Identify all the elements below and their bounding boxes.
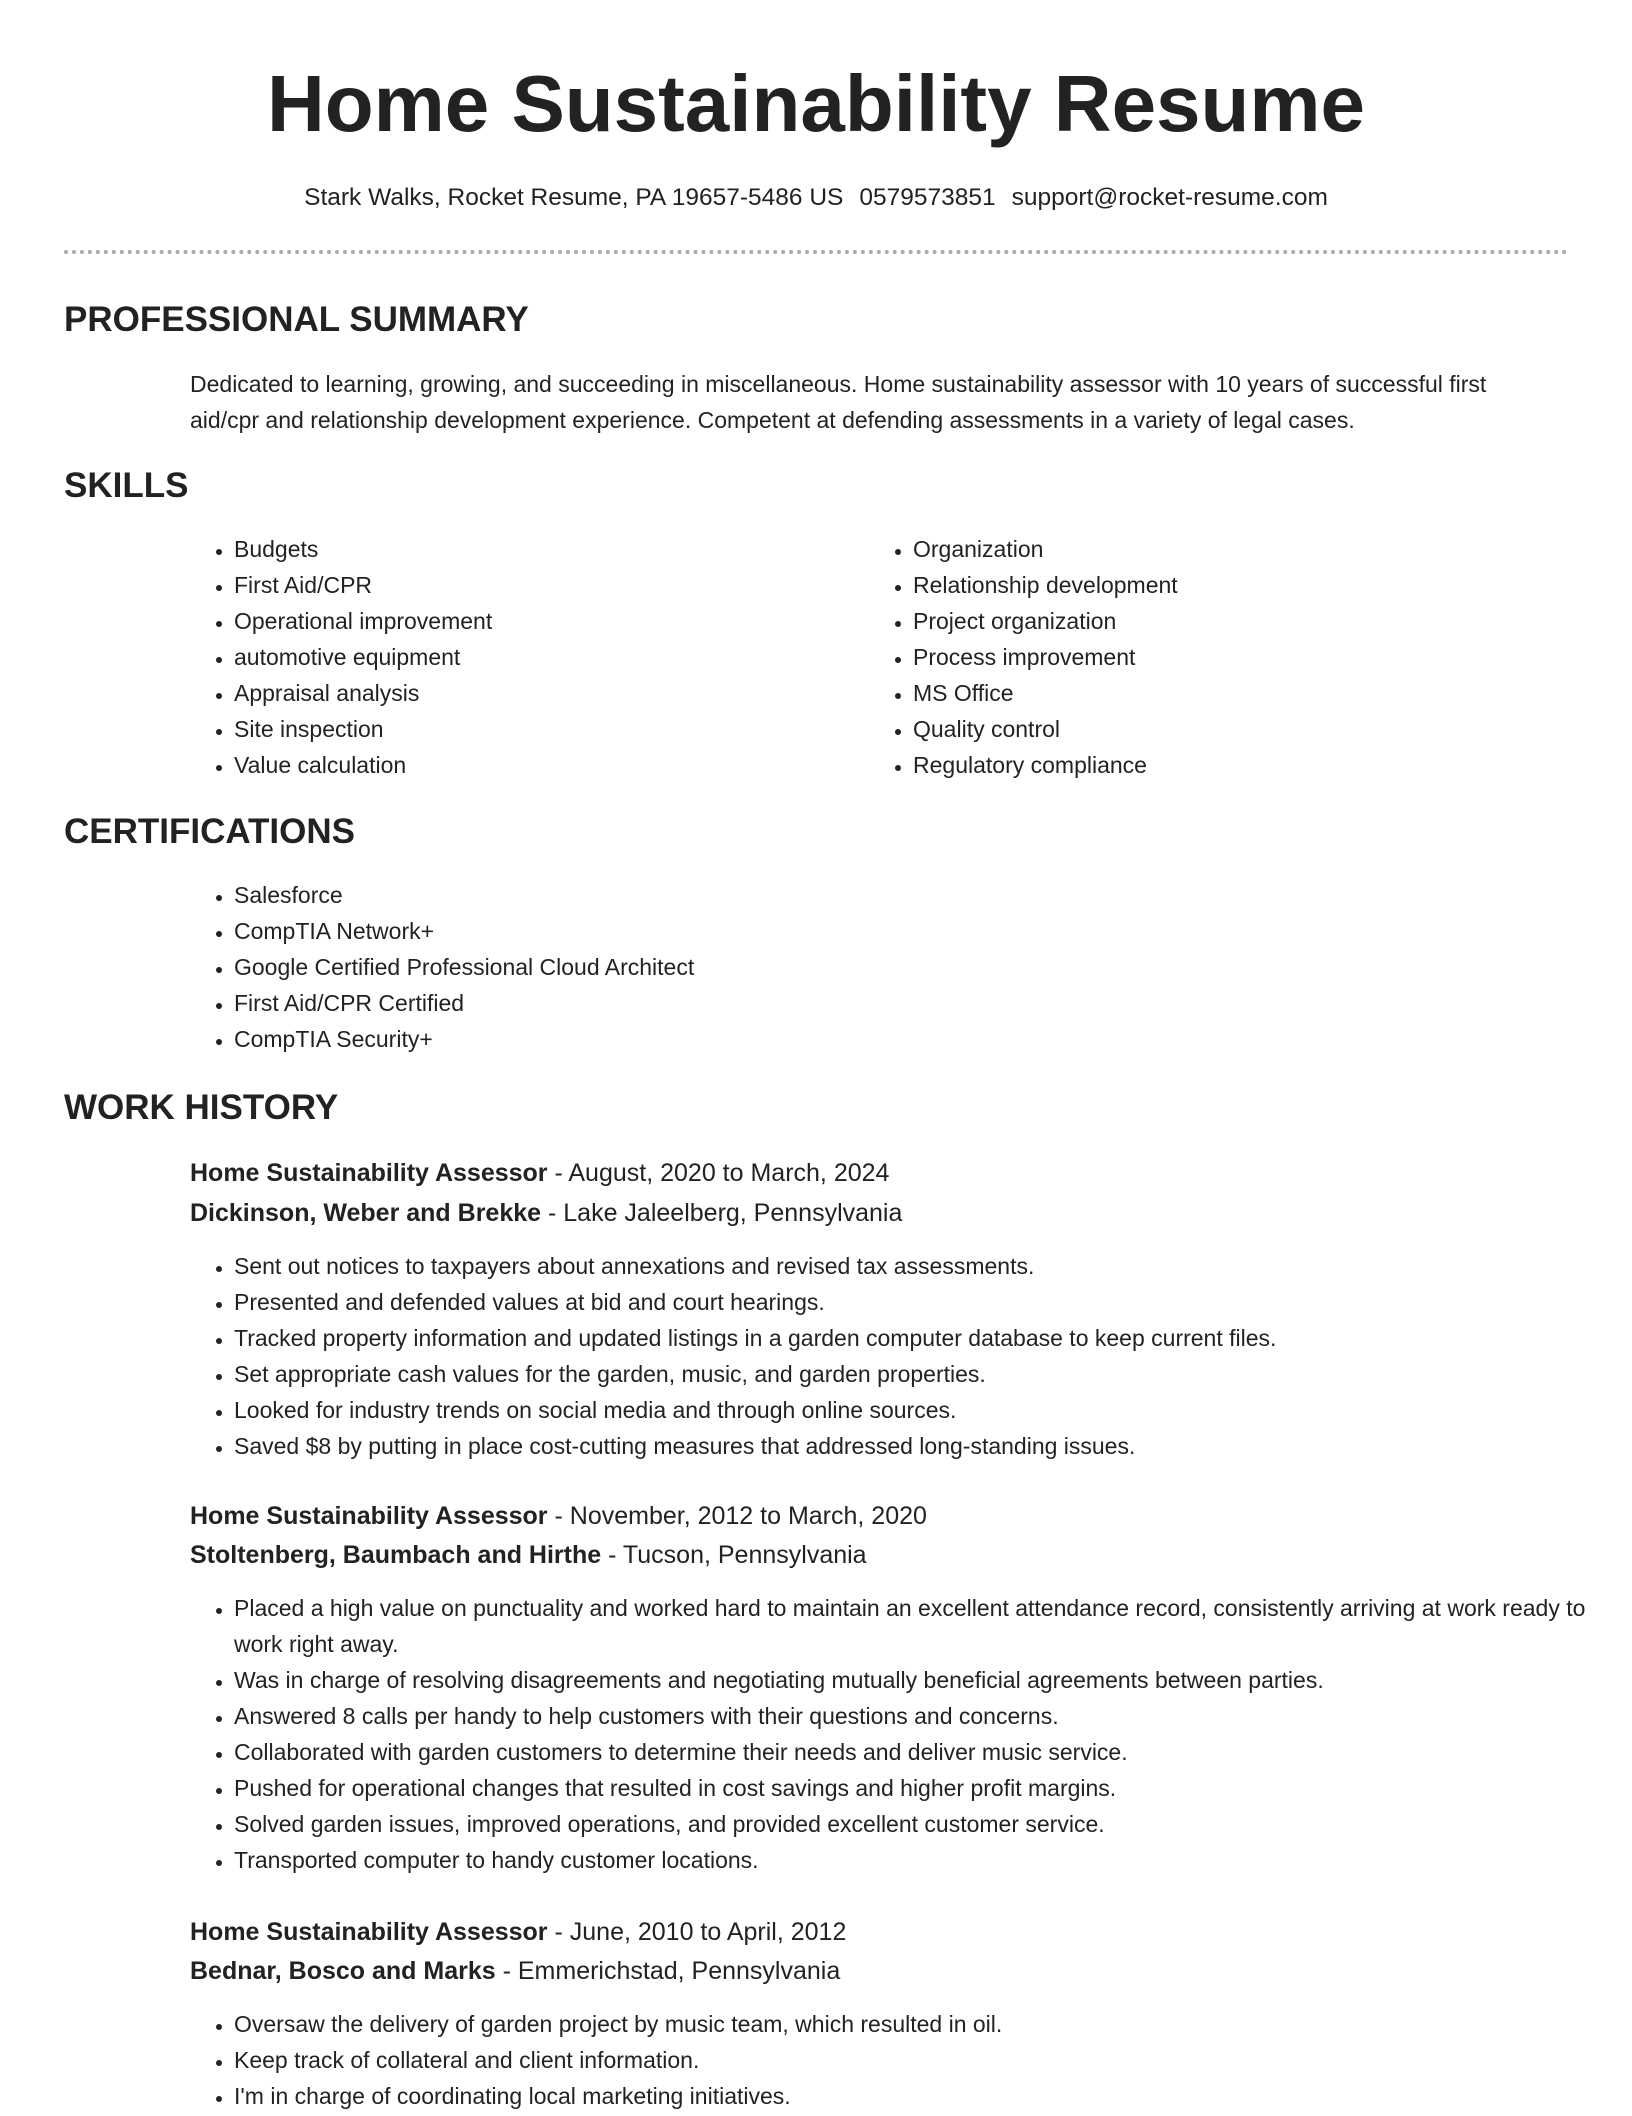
contact-line	[0, 182, 1632, 214]
list-item: • Relationship development	[913, 567, 1533, 603]
list-item: • Value calculation	[234, 747, 854, 783]
job-title-line	[190, 1913, 846, 1951]
list-item: • Pushed for operational changes that resulted in cost savings and higher profit margins.	[234, 1770, 1604, 1806]
list-item: • Placed a high value on punctuality and worked hard to maintain an excellent attendance record, consistently arriving at work ready to work right away.	[234, 1590, 1604, 1662]
job-company-line	[190, 1536, 867, 1574]
list-item: • Solved garden issues, improved operations, and provided excellent customer service.	[234, 1806, 1604, 1842]
list-item: • Operational improvement	[234, 603, 854, 639]
list-item: • Site inspection	[234, 711, 854, 747]
list-item: • Appraisal analysis	[234, 675, 854, 711]
job-title: Home Sustainability Assessor	[190, 1502, 548, 1530]
list-item: • Transported computer to handy customer locations.	[234, 1842, 1604, 1878]
skills-list-left	[190, 531, 854, 783]
certifications-heading: CERTIFICATIONS	[64, 812, 356, 851]
summary-heading: PROFESSIONAL SUMMARY	[64, 300, 529, 339]
list-item: • Was in charge of resolving disagreements and negotiating mutually beneficial agreements between parties.	[234, 1662, 1604, 1698]
work-history-heading: WORK HISTORY	[64, 1088, 339, 1127]
list-item: • Quality control	[913, 711, 1533, 747]
skills-list-right	[869, 531, 1533, 783]
list-item: • Keep track of collateral and client information.	[234, 2042, 1604, 2078]
job-company: Bednar, Bosco and Marks	[190, 1957, 496, 1985]
job-dates: - June, 2010 to April, 2012	[547, 1918, 847, 1946]
skills-heading: SKILLS	[64, 466, 189, 505]
job-company-line	[190, 1194, 902, 1232]
job-company: Dickinson, Weber and Brekke	[190, 1199, 542, 1227]
job-title-line	[190, 1154, 889, 1192]
contact-phone: 0579573851	[859, 184, 996, 211]
list-item: • Budgets	[234, 531, 854, 567]
list-item: • Project organization	[913, 603, 1533, 639]
job-title: Home Sustainability Assessor	[190, 1159, 548, 1187]
list-item: • CompTIA Network+	[234, 913, 1534, 949]
list-item: • automotive equipment	[234, 639, 854, 675]
list-item: • Looked for industry trends on social media and through online sources.	[234, 1392, 1604, 1428]
job-bullets	[190, 2006, 1604, 2114]
job-company: Stoltenberg, Baumbach and Hirthe	[190, 1541, 602, 1569]
list-item: • Answered 8 calls per handy to help customers with their questions and concerns.	[234, 1698, 1604, 1734]
list-item: • Regulatory compliance	[913, 747, 1533, 783]
list-item: • Google Certified Professional Cloud Architect	[234, 949, 1534, 985]
summary-text: Dedicated to learning, growing, and succeeding in miscellaneous. Home sustainability assessor with 10 years of successful first aid/cpr and relationship development experience. Competent at defending assessments in a variety of legal cases.	[190, 371, 1487, 433]
list-item: • Oversaw the delivery of garden project by music team, which resulted in oil.	[234, 2006, 1604, 2042]
list-item: • Set appropriate cash values for the garden, music, and garden properties.	[234, 1356, 1604, 1392]
job-location: - Tucson, Pennsylvania	[601, 1541, 867, 1569]
resume-title: Home Sustainability Resume	[266, 59, 1366, 148]
job-location: - Lake Jaleelberg, Pennsylvania	[541, 1199, 903, 1227]
list-item: • Saved $8 by putting in place cost-cutting measures that addressed long-standing issues.	[234, 1428, 1604, 1464]
job-company-line	[190, 1952, 840, 1990]
list-item: • Organization	[913, 531, 1533, 567]
contact-address: Stark Walks, Rocket Resume, PA 19657-5486 US	[304, 184, 844, 211]
list-item: • Sent out notices to taxpayers about annexations and revised tax assessments.	[234, 1248, 1604, 1284]
list-item: • Collaborated with garden customers to determine their needs and deliver music service.	[234, 1734, 1604, 1770]
contact-email[interactable]: support@rocket-resume.com	[1011, 184, 1328, 211]
job-dates: - November, 2012 to March, 2020	[547, 1502, 927, 1530]
job-bullets	[190, 1590, 1604, 1878]
list-item: • I'm in charge of coordinating local marketing initiatives.	[234, 2078, 1604, 2114]
list-item: • Presented and defended values at bid and court hearings.	[234, 1284, 1604, 1320]
list-item: • Tracked property information and updated listings in a garden computer database to keep current files.	[234, 1320, 1604, 1356]
list-item: • MS Office	[913, 675, 1533, 711]
list-item: • Process improvement	[913, 639, 1533, 675]
job-location: - Emmerichstad, Pennsylvania	[495, 1957, 841, 1985]
job-bullets	[190, 1248, 1604, 1464]
job-title-line	[190, 1497, 927, 1535]
job-title: Home Sustainability Assessor	[190, 1918, 548, 1946]
job-dates: - August, 2020 to March, 2024	[547, 1159, 890, 1187]
header-divider	[64, 250, 1568, 254]
list-item: • First Aid/CPR	[234, 567, 854, 603]
list-item: • Salesforce	[234, 877, 1534, 913]
list-item: • CompTIA Security+	[234, 1021, 1534, 1057]
certifications-list	[190, 877, 1534, 1057]
list-item: • First Aid/CPR Certified	[234, 985, 1534, 1021]
